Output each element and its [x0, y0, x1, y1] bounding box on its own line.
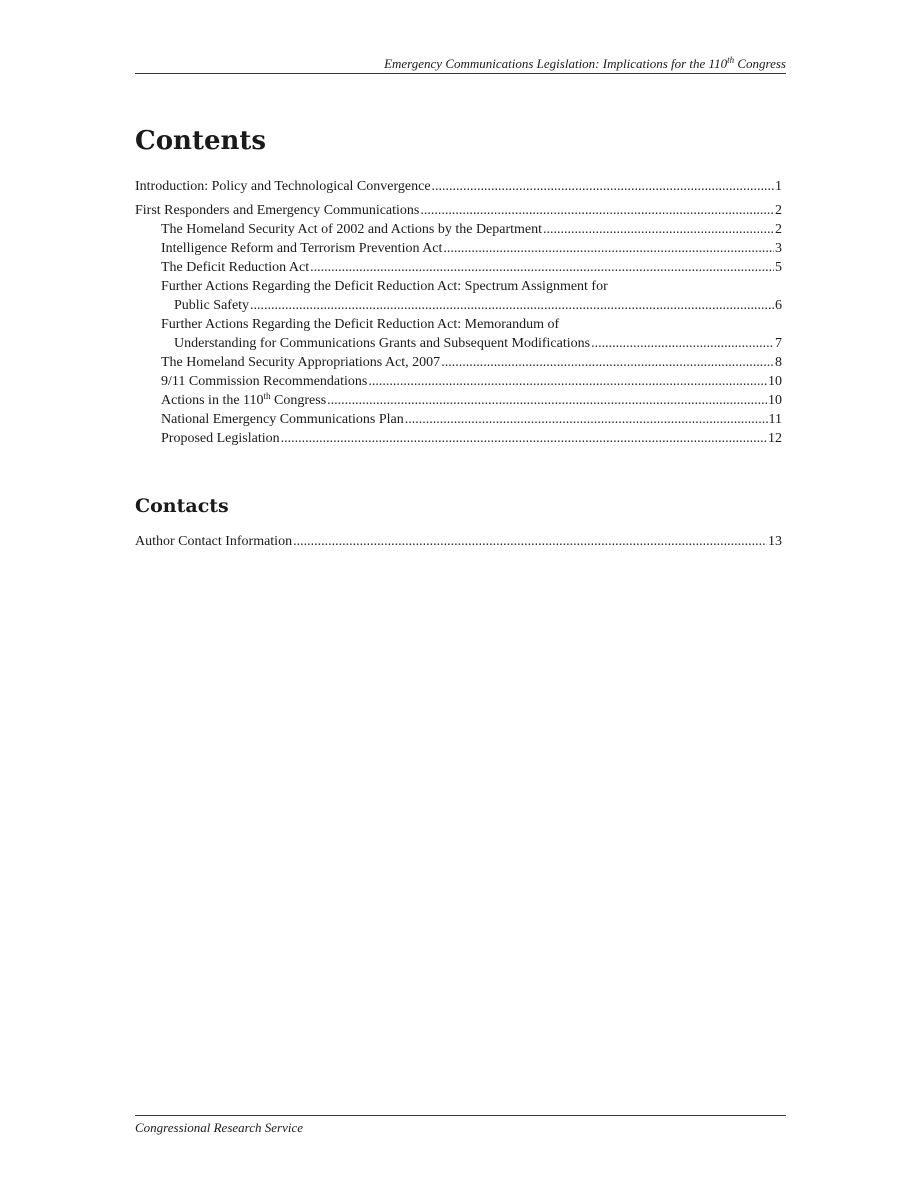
toc-entry-national-emergency-plan[interactable] [135, 410, 782, 429]
toc-entry-page: 5 [775, 260, 782, 275]
toc-entry-page: 2 [775, 222, 782, 237]
running-header-text-end: Congress [734, 56, 786, 71]
toc-entry-title: The Deficit Reduction Act [161, 260, 310, 275]
dot-leader [420, 201, 774, 220]
toc-entry-intelligence-reform[interactable] [135, 239, 782, 258]
toc-entry-title: Intelligence Reform and Terrorism Prevention Act [161, 241, 443, 256]
dot-leader [405, 410, 768, 429]
toc-entry-title: Author Contact Information [135, 534, 293, 549]
dot-leader [327, 391, 767, 410]
dot-leader [591, 334, 774, 353]
page-footer: Congressional Research Service [135, 1120, 303, 1135]
toc-entry-title [161, 391, 326, 410]
contents-heading: Contents [135, 126, 267, 156]
dot-leader [432, 177, 774, 196]
toc-entry-introduction[interactable] [135, 177, 782, 196]
dot-leader [443, 239, 774, 258]
toc-entry-title-superscript: th [263, 391, 271, 401]
toc-entry-page: 2 [775, 203, 782, 218]
toc-entry-page: 13 [768, 534, 782, 549]
dot-leader [293, 532, 767, 551]
contacts-list [135, 532, 782, 551]
toc-entry-appropriations-act[interactable] [135, 353, 782, 372]
toc-entry-page: 3 [775, 241, 782, 256]
toc-entry-title: Introduction: Policy and Technological Convergence [135, 179, 431, 194]
toc-entry-first-responders[interactable] [135, 201, 782, 220]
dot-leader [310, 258, 774, 277]
toc-entry-911-commission[interactable] [135, 372, 782, 391]
toc-entry-memorandum-of-understanding[interactable] [135, 315, 782, 353]
dot-leader [250, 296, 774, 315]
toc-entry-page: 6 [775, 298, 782, 313]
toc-entry-title: First Responders and Emergency Communications [135, 203, 420, 218]
toc-entry-title-line2: Public Safety [174, 298, 250, 313]
toc-entry-title: The Homeland Security Appropriations Act, 2007 [161, 355, 441, 370]
toc-entry-title-end: Congress [270, 393, 327, 408]
toc-entry-title-line1: Further Actions Regarding the Deficit Reduction Act: Memorandum of [161, 317, 560, 332]
dot-leader [543, 220, 774, 239]
toc-entry-page: 8 [775, 355, 782, 370]
toc-entry-title: The Homeland Security Act of 2002 and Actions by the Department [161, 222, 543, 237]
toc-entry-deficit-reduction-act[interactable] [135, 258, 782, 277]
toc-entry-title: Proposed Legislation [161, 431, 280, 446]
toc-entry-actions-110th-congress[interactable] [135, 391, 782, 410]
toc-entry-homeland-security-act[interactable] [135, 220, 782, 239]
dot-leader [441, 353, 774, 372]
running-header-superscript: th [727, 55, 735, 65]
toc-entry-title: 9/11 Commission Recommendations [161, 374, 368, 389]
toc-entry-page: 12 [768, 431, 782, 446]
toc-entry-title: National Emergency Communications Plan [161, 412, 404, 427]
toc-entry-title-line1: Further Actions Regarding the Deficit Reduction Act: Spectrum Assignment for [161, 279, 608, 294]
header-rule [135, 73, 786, 74]
toc-entry-title-line2: Understanding for Communications Grants and Subsequent Modifications [174, 336, 591, 351]
contacts-heading: Contacts [135, 495, 229, 517]
toc-entry-page: 7 [775, 336, 782, 351]
contents-list [135, 177, 782, 448]
toc-entry-page: 10 [768, 393, 782, 408]
toc-entry-page: 10 [768, 374, 782, 389]
toc-entry-author-contact[interactable] [135, 532, 782, 551]
toc-entry-page: 11 [768, 412, 782, 427]
running-header [135, 56, 786, 72]
toc-entry-title-start: Actions in the 110 [161, 393, 264, 408]
footer-rule [135, 1115, 786, 1116]
toc-entry-proposed-legislation[interactable] [135, 429, 782, 448]
toc-entry-page: 1 [775, 179, 782, 194]
dot-leader [368, 372, 767, 391]
dot-leader [281, 429, 767, 448]
running-header-text: Emergency Communications Legislation: Implications for the 110 [384, 56, 728, 71]
toc-entry-spectrum-assignment[interactable] [135, 277, 782, 315]
